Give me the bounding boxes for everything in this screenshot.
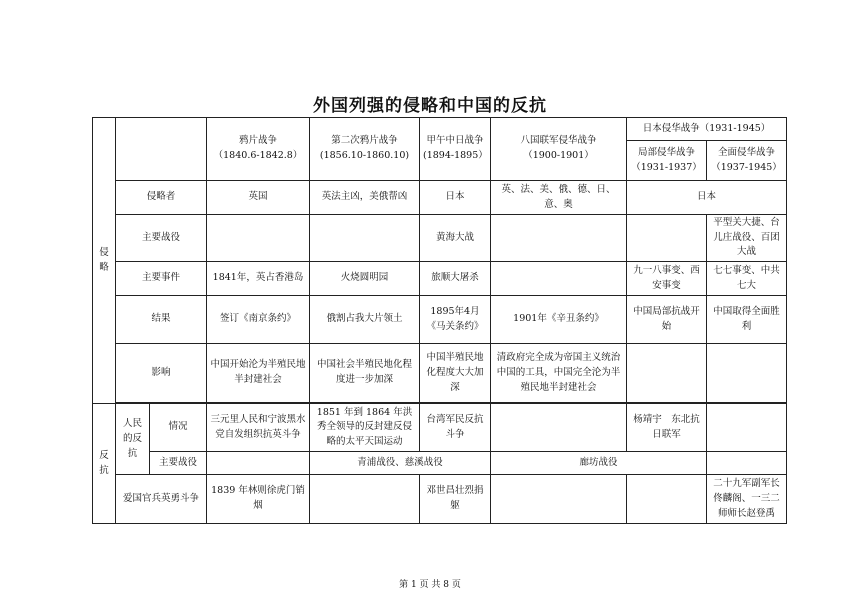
row-resistance-battles <box>93 452 787 475</box>
cell-events-sino-japanese: 旅顺大屠杀 <box>420 262 491 296</box>
cell-events-opium: 1841年，英占香港岛 <box>207 262 310 296</box>
row-results <box>93 296 787 344</box>
header-japan-invasion: 日本侵华战争（1931-1945） <box>627 118 787 141</box>
cell-battles-partial <box>627 215 707 262</box>
cell-resistance-battles-eight-nation: 廊坊战役 <box>491 452 707 475</box>
cell-events-full: 七七事变、中共七大 <box>707 262 787 296</box>
row-situation <box>93 404 787 452</box>
cell-situation-opium: 三元里人民和宁波黑水党自发组织抗英斗争 <box>207 404 310 452</box>
row-battles <box>93 215 787 262</box>
cell-impact-opium: 中国开始沦为半殖民地半封建社会 <box>207 344 310 403</box>
cell-impact-eight-nation: 清政府完全成为帝国主义统治中国的工具，中国完全沦为半殖民地半封建社会 <box>491 344 627 403</box>
cell-patriots-sino-japanese: 邓世昌壮烈捐躯 <box>420 475 491 524</box>
cell-situation-partial: 杨靖宇 东北抗日联军 <box>627 404 707 452</box>
header-opium-war: 鸦片战争 （1840.6-1842.8） <box>207 118 310 181</box>
cell-patriots-full: 二十九军副军长佟麟阁、一三二师师长赵登禹 <box>707 475 787 524</box>
section-aggression: 侵略 <box>93 118 116 404</box>
cell-invader-opium: 英国 <box>207 181 310 215</box>
header-sino-japanese-war: 甲午中日战争 (1894-1895） <box>420 118 491 181</box>
label-situation: 情况 <box>150 404 207 452</box>
header-row-1 <box>93 118 787 141</box>
cell-impact-partial <box>627 344 707 403</box>
row-impact <box>93 344 787 403</box>
page-title: 外国列强的侵略和中国的反抗 <box>313 96 547 116</box>
label-resistance-battles: 主要战役 <box>150 452 207 475</box>
header-corner <box>116 118 207 181</box>
cell-invader-second-opium: 英法主凶，美俄帮凶 <box>310 181 420 215</box>
cell-impact-full <box>707 344 787 403</box>
cell-resistance-battles-opium <box>207 452 310 475</box>
label-results: 结果 <box>116 296 207 344</box>
cell-battles-sino-japanese: 黄海大战 <box>420 215 491 262</box>
row-events <box>93 262 787 296</box>
cell-results-eight-nation: 1901年《辛丑条约》 <box>491 296 627 344</box>
cell-impact-second-opium: 中国社会半殖民地化程度进一步加深 <box>310 344 420 403</box>
page-footer: 第 1 页 共 8 页 <box>399 580 461 590</box>
header-full-war: 全面侵华战争 （1937-1945） <box>707 141 787 181</box>
label-impact: 影响 <box>116 344 207 403</box>
cell-events-second-opium: 火烧圆明园 <box>310 262 420 296</box>
label-people-resistance: 人民的反抗 <box>116 404 150 475</box>
cell-invader-japan: 日本 <box>627 181 787 215</box>
label-invader: 侵略者 <box>116 181 207 215</box>
cell-resistance-battles-second-opium: 青浦战役、慈溪战役 <box>310 452 491 475</box>
header-eight-nation-war: 八国联军侵华战争 （1900-1901） <box>491 118 627 181</box>
cell-results-partial: 中国局部抗战开始 <box>627 296 707 344</box>
cell-situation-full <box>707 404 787 452</box>
cell-battles-second-opium <box>310 215 420 262</box>
cell-patriots-eight-nation <box>491 475 627 524</box>
cell-patriots-partial <box>627 475 707 524</box>
cell-results-full: 中国取得全面胜利 <box>707 296 787 344</box>
cell-situation-eight-nation <box>491 404 627 452</box>
cell-invader-eight-nation: 英、法、美、俄、德、日、意、奥 <box>491 181 627 215</box>
section-resistance: 反抗 <box>93 404 116 524</box>
label-battles: 主要战役 <box>116 215 207 262</box>
row-patriots <box>93 475 787 524</box>
cell-events-partial: 九一八事变、西安事变 <box>627 262 707 296</box>
cell-battles-full: 平型关大捷、台儿庄战役、百团大战 <box>707 215 787 262</box>
header-second-opium-war: 第二次鸦片战争 (1856.10-1860.10) <box>310 118 420 181</box>
cell-battles-eight-nation <box>491 215 627 262</box>
cell-results-sino-japanese: 1895年4月《马关条约》 <box>420 296 491 344</box>
cell-results-second-opium: 俄割占我大片领土 <box>310 296 420 344</box>
cell-battles-opium <box>207 215 310 262</box>
cell-situation-sino-japanese: 台湾军民反抗斗争 <box>420 404 491 452</box>
label-events: 主要事件 <box>116 262 207 296</box>
header-partial-war: 局部侵华战争 （1931-1937） <box>627 141 707 181</box>
cell-resistance-battles-full <box>707 452 787 475</box>
cell-patriots-opium: 1839 年林则徐虎门销烟 <box>207 475 310 524</box>
row-invader <box>93 181 787 215</box>
cell-patriots-second-opium <box>310 475 420 524</box>
cell-situation-second-opium: 1851 年到 1864 年洪秀全领导的反封建反侵略的太平天国运动 <box>310 404 420 452</box>
cell-events-eight-nation <box>491 262 627 296</box>
label-patriots: 爱国官兵英勇斗争 <box>116 475 207 524</box>
cell-results-opium: 签订《南京条约》 <box>207 296 310 344</box>
cell-invader-sino-japanese: 日本 <box>420 181 491 215</box>
cell-impact-sino-japanese: 中国半殖民地化程度大大加深 <box>420 344 491 403</box>
history-table <box>92 117 787 524</box>
